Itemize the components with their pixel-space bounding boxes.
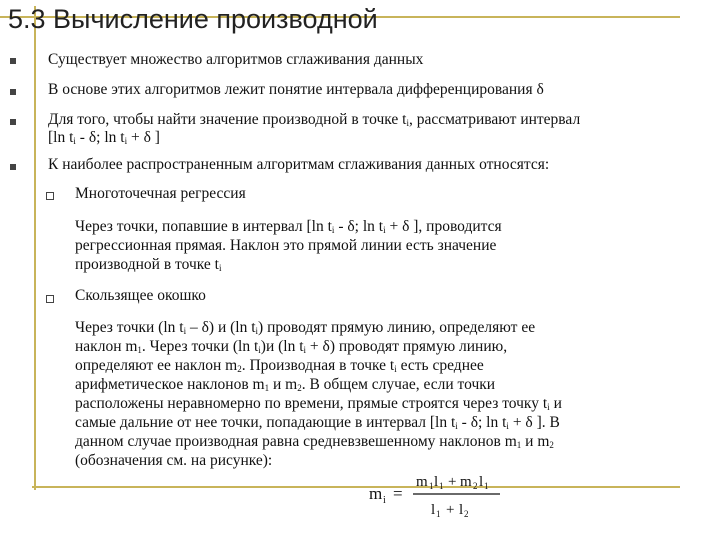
text-run: и	[549, 395, 562, 412]
text-run: , рассматривают интервал	[408, 111, 581, 128]
formula-num-m2-sub: 2	[473, 481, 478, 491]
formula-num-m1-sub: 1	[429, 481, 434, 491]
text-run: )и (ln t	[260, 338, 304, 355]
text-run: - δ; ln t	[75, 129, 125, 146]
text-run: ) проводят прямую линию, определяют ее	[258, 319, 536, 336]
text-run: . В общем случае, если точки	[301, 376, 496, 393]
text-run: [ln t	[48, 129, 74, 146]
text-run: есть среднее	[396, 357, 484, 374]
formula-num-m1: m	[416, 474, 428, 490]
formula-den-l2: l	[459, 502, 464, 518]
formula-den-l2-sub: 2	[464, 509, 469, 519]
text-run: - δ; ln t	[334, 218, 384, 235]
subscript: i	[406, 118, 409, 128]
formula-den-l1-sub: 1	[436, 509, 441, 519]
bullet-text-1: Существует множество алгоритмов сглаживания данных	[48, 51, 424, 68]
sub-bullet-label-2: Скользящее окошко	[75, 287, 206, 304]
text-run: определяют ее наклон m	[75, 357, 238, 374]
formula-den-plus: +	[446, 502, 455, 518]
formula-num-l1-sub: 1	[439, 481, 444, 491]
text-run: . Производная в точке t	[241, 357, 395, 374]
text-run: + δ ], проводится	[385, 218, 502, 235]
sub2-paragraph-line8: (обозначения см. на рисунке):	[75, 452, 273, 469]
page-title: 5.3 Вычисление производной	[8, 4, 378, 34]
subscript: 2	[237, 364, 242, 374]
subscript: 1	[137, 345, 142, 355]
text-run: + δ ]. В	[508, 414, 560, 431]
sub1-paragraph-line2: регрессионная прямая. Наклон это прямой линии есть значение	[75, 237, 497, 254]
formula-num-m2: m	[460, 474, 472, 490]
formula-lhs-sub: i	[383, 495, 386, 506]
subscript: i	[547, 402, 550, 412]
subscript: i	[394, 364, 397, 374]
sub-bullet-label-1: Многоточечная регрессия	[75, 185, 246, 202]
text-run: данном случае производная равна средневзвешенному наклонов m	[75, 433, 517, 450]
subscript: 2	[549, 440, 554, 450]
subscript: 1	[516, 440, 522, 450]
formula-num-l2: l	[479, 474, 484, 490]
text-run: и m	[269, 376, 298, 393]
subscript: i	[331, 225, 335, 235]
text-run: . Через точки (ln t	[141, 338, 259, 355]
subscript: i	[506, 421, 509, 431]
subscript: i	[455, 421, 458, 431]
text-run: Через точки (ln t	[75, 319, 184, 336]
bullet-text-2: В основе этих алгоритмов лежит понятие интервала дифференцирования δ	[48, 81, 544, 98]
formula-equals: =	[393, 484, 403, 503]
subscript: i	[258, 345, 261, 355]
bullet-text-4: К наиболее распространенным алгоритмам сглаживания данных относятся:	[48, 156, 550, 173]
subscript: i	[218, 263, 222, 273]
subscript: i	[183, 326, 187, 336]
subscript: i	[255, 326, 259, 336]
text-run: Для того, чтобы найти значение производной в точке t	[48, 111, 407, 128]
formula-num-plus: +	[448, 474, 457, 490]
text-run: – δ) и (ln t	[186, 319, 256, 336]
formula-den-l1: l	[431, 502, 436, 518]
text-run: и m	[521, 433, 550, 450]
text-run: + δ) проводят прямую линию,	[306, 338, 508, 355]
subscript: 1	[264, 383, 270, 393]
formula-lhs: m	[369, 484, 383, 503]
text-run: + δ ]	[127, 129, 160, 146]
text-run: - δ; ln t	[457, 414, 507, 431]
subscript: i	[383, 225, 386, 235]
subscript: 2	[297, 383, 302, 393]
text-run: производной в точке t	[75, 256, 219, 273]
subscript: i	[73, 136, 76, 146]
formula-num-l1: l	[434, 474, 439, 490]
text-run: Через точки, попавшие в интервал [ln t	[75, 218, 332, 235]
formula-num-l2-sub: 1	[484, 481, 489, 491]
text-run: самые дальние от нее точки, попадающие в интервал [ln t	[75, 414, 456, 431]
subscript: i	[303, 345, 307, 355]
text-run: наклон m	[75, 338, 138, 355]
subscript: i	[124, 136, 128, 146]
text-run: расположены неравномерно по времени, прямые строятся через точку t	[75, 395, 548, 412]
text-run: арифметическое наклонов m	[75, 376, 265, 393]
